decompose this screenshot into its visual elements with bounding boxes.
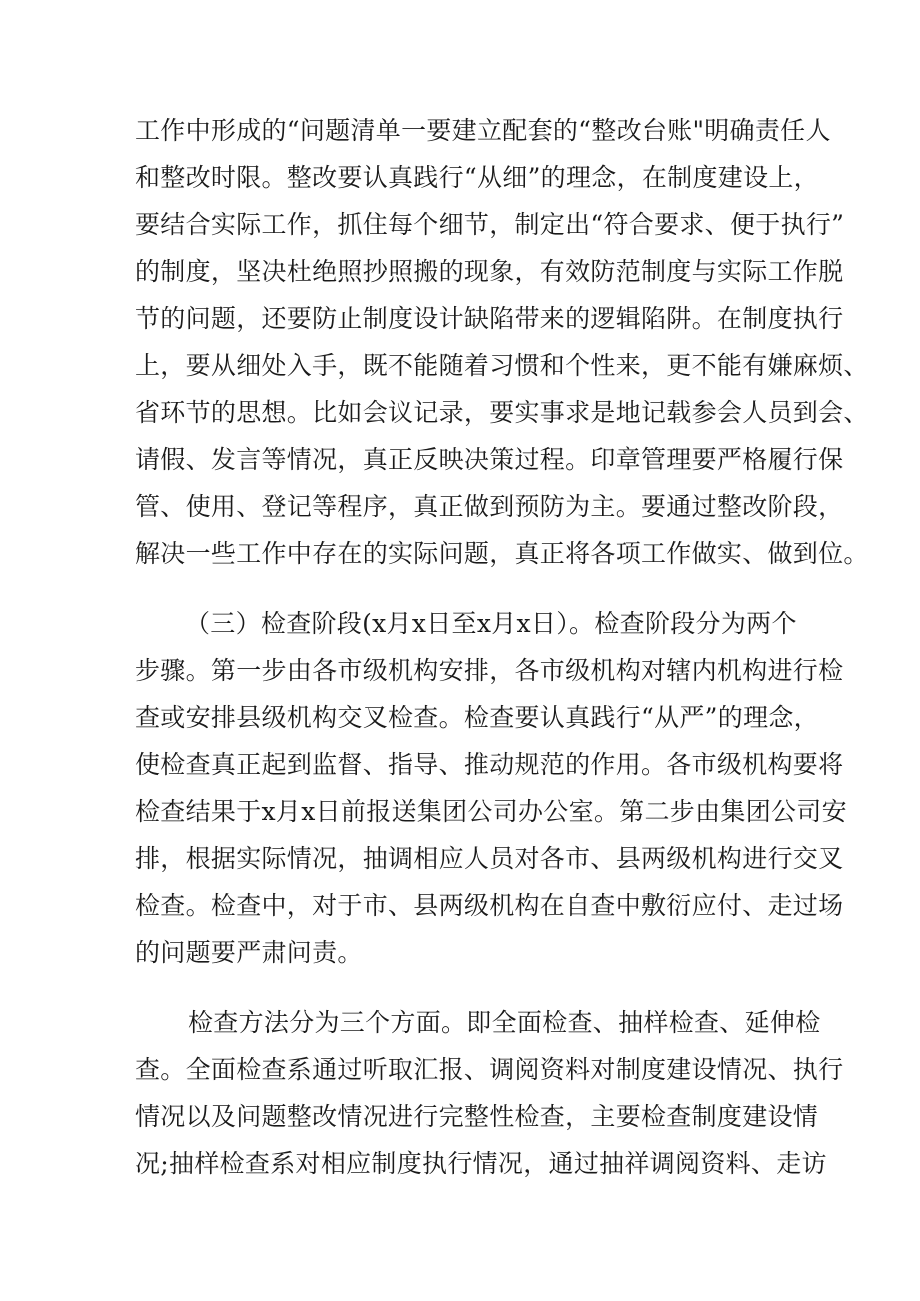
- text-line: 况;抽样检查系对相应制度执行情况，通过抽祥调阅资料、走访: [135, 1149, 827, 1178]
- text-line: 检查。检查中，对于市、县两级机构在自查中敷衍应付、走过场: [135, 891, 844, 920]
- section-heading-line: （三）检查阶段(x月x日至x月x日）。检查阶段分为两个: [185, 609, 797, 638]
- text-line: 请假、发言等情况，真正反映决策过程。印章管理要严格履行保: [135, 445, 844, 474]
- text-line: 上，要从细处入手，既不能随着习惯和个性来，更不能有嫌麻烦、: [135, 351, 869, 380]
- text-line: 管、使用、登记等程序，真正做到预防为主。要通过整改阶段，: [135, 492, 844, 521]
- text-line: 的制度，坚决杜绝照抄照搬的现象，有效防范制度与实际工作脱: [135, 257, 844, 286]
- text-line: 检查方法分为三个方面。即全面检查、抽样检查、延伸检: [188, 1008, 821, 1037]
- text-line: 节的问题，还要防止制度设计缺陷带来的逻辑陷阱。在制度执行: [135, 304, 844, 333]
- text-line: 要结合实际工作，抓住每个细节，制定出“符合要求、便于执行”: [135, 210, 845, 239]
- text-line: 查。全面检查系通过听取汇报、调阅资料对制度建设情况、执行: [135, 1055, 844, 1084]
- text-line: 解决一些工作中存在的实际问题，真正将各项工作做实、做到位。: [135, 539, 869, 568]
- text-line: 排，根据实际情况，抽调相应人员对各市、县两级机构进行交叉: [135, 844, 844, 873]
- text-line: 的问题要严肃问责。: [135, 938, 363, 967]
- text-line: 使检查真正起到监督、指导、推动规范的作用。各市级机构要将: [135, 750, 844, 779]
- text-line: 情况以及问题整改情况进行完整性检查，主要检查制度建设情: [135, 1102, 819, 1131]
- text-line: 检查结果于x月x日前报送集团公司办公室。第二步由集团公司安: [135, 797, 847, 826]
- text-line: 和整改时限。整改要认真践行“从细”的理念，在制度建设上，: [135, 163, 819, 192]
- text-line: 工作中形成的“问题清单一要建立配套的“整改台账"明确责任人: [135, 116, 831, 145]
- text-line: 步骤。第一步由各市级机构安排，各市级机构对辖内机构进行检: [135, 656, 844, 685]
- text-line: 省环节的思想。比如会议记录，要实事求是地记载参会人员到会、: [135, 398, 869, 427]
- text-line: 查或安排县级机构交叉检查。检查要认真践行“从严”的理念，: [135, 703, 819, 732]
